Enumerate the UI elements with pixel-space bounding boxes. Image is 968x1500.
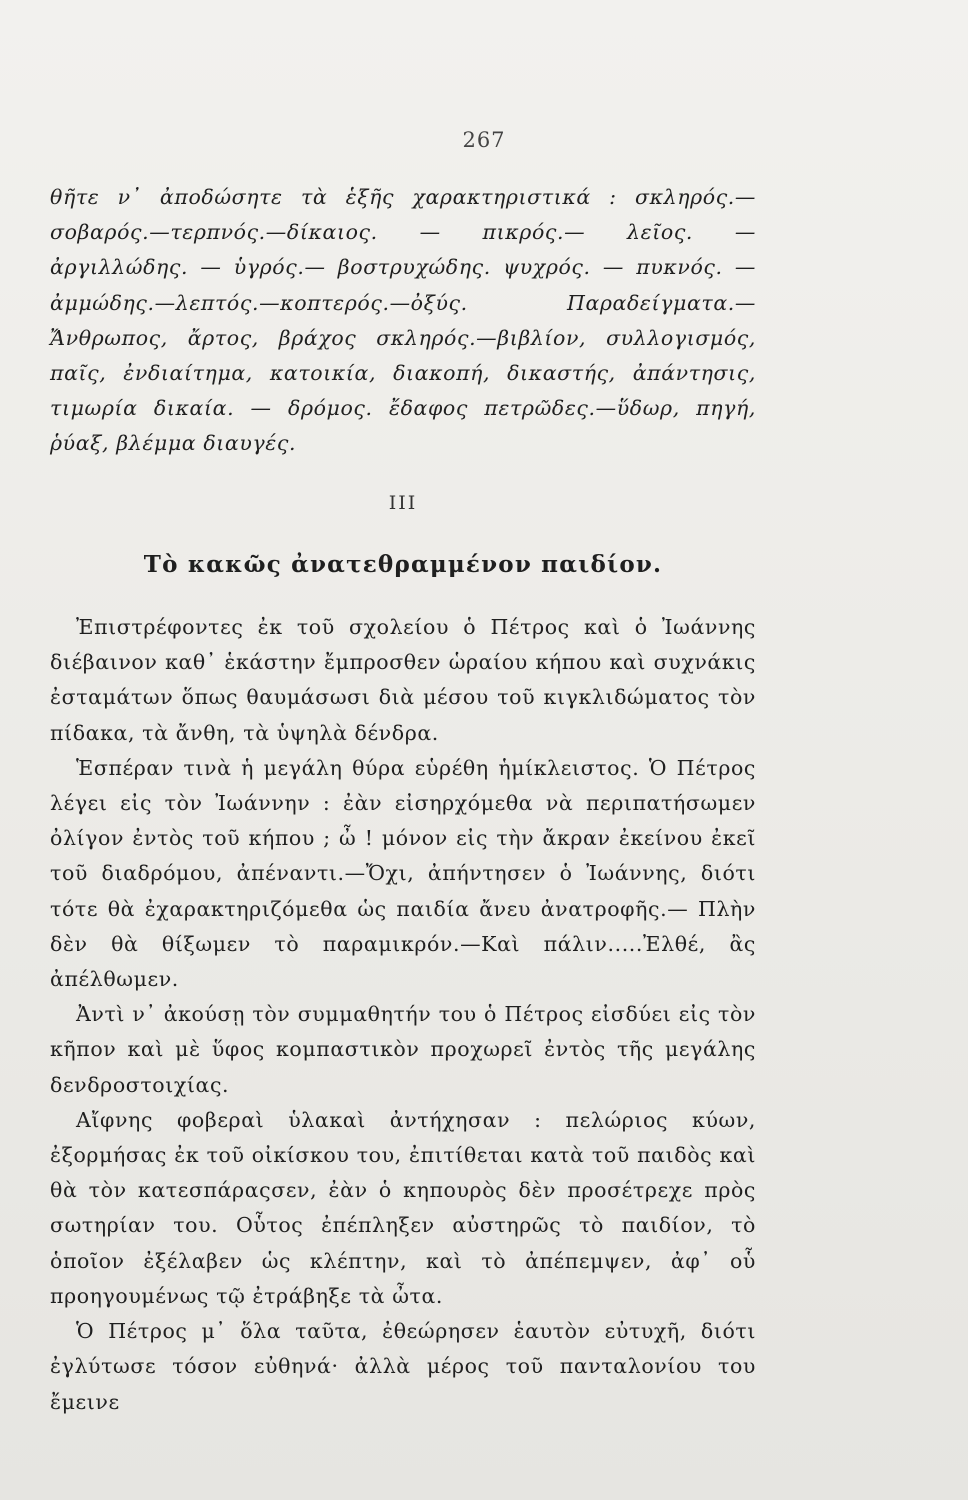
exercise-paragraph: θῆτε ν᾽ ἀποδώσητε τὰ ἑξῆς χαρακτηριστικά : σκληρός.—σοβαρός.—τερπνός.—δίκαιος. — πικρός.— λεῖος. — ἀργιλλώδης. — ὑγρός.— βοστρυχώδης. ψυχρός. — πυκνός. — ἀμμώδης.—λεπτός.—κοπτερός.—ὀξύς. Παραδείγματα.—Ἄνθρωπος, ἄρτος, βράχος σκληρός.—βιβλίον, συλλογισμός, παῖς, ἐνδιαίτημα, κατοικία, διακοπή, δικαστής, ἀπάντησις, τιμωρία δικαία. — δρόμος. ἔδαφος πετρῶδες.—ὕδωρ, πηγή, ῥύαξ, βλέμμα διαυγές.: [50, 185, 756, 456]
section-number: III: [388, 491, 418, 514]
story-paragraph-1: Ἐπιστρέφοντες ἐκ τοῦ σχολείου ὁ Πέτρος καὶ ὁ Ἰωάννης διέβαινον καθ᾽ ἑκάστην ἔμπροσθεν ὡραίου κήπου καὶ συχνάκις ἐσταμάτων ὅπως θαυμάσωσι διὰ μέσου τοῦ κιγκλιδώματος τὸν πίδακα, τὰ ἄνθη, τὰ ὑψηλὰ δένδρα.: [50, 615, 756, 745]
story-paragraph-5: Ὁ Πέτρος μ᾽ ὅλα ταῦτα, ἐθεώρησεν ἑαυτὸν εὐτυχῆ, διότι ἐγλύτωσε τόσον εὐθηνά· ἀλλὰ μέρος τοῦ πανταλονίου του ἔμεινε: [50, 1319, 756, 1414]
page-content: [50, 180, 756, 1420]
page-number: 267: [462, 128, 506, 152]
chapter-title: Τὸ κακῶς ἀνατεθραμμένον παιδίον.: [143, 550, 663, 578]
story-paragraph-2: Ἑσπέραν τινὰ ἡ μεγάλη θύρα εὑρέθη ἡμίκλειστος. Ὁ Πέτρος λέγει εἰς τὸν Ἰωάννην : ἐὰν εἰσηρχόμεθα νὰ περιπατήσωμεν ὀλίγον ἐντὸς τοῦ κήπου ; ὦ ! μόνον εἰς τὴν ἄκραν ἐκείνου ἐκεῖ τοῦ διαδρόμου, ἀπέναντι.—Ὄχι, ἀπήντησεν ὁ Ἰωάννης, διότι τότε θὰ ἐχαρακτηριζόμεθα ὡς παιδία ἄνευ ἀνατροφῆς.— Πλὴν δὲν θὰ θίξωμεν τὸ παραμικρόν.—Καὶ πάλιν.....Ἐλθέ, ἂς ἀπέλθωμεν.: [50, 755, 756, 992]
story-paragraph-4: Αἴφνης φοβεραὶ ὑλακαὶ ἀντήχησαν : πελώριος κύων, ἐξορμήσας ἐκ τοῦ οἰκίσκου του, ἐπιτίθεται κατὰ τοῦ παιδὸς καὶ θὰ τὸν κατεσπάραςσεν, ἐὰν ὁ κηπουρὸς δὲν προσέτρεχε πρὸς σωτηρίαν του. Οὗτος ἐπέπληξεν αὐστηρῶς τὸ παιδίον, τὸ ὁποῖον ἐξέλαβεν ὡς κλέπτην, καὶ τὸ ἀπέπεμψεν, ἀφ᾽ οὗ προηγουμένως τῷ ἐτράβηξε τὰ ὦτα.: [50, 1107, 756, 1308]
story-paragraph-3: Ἀντὶ ν᾽ ἀκούσῃ τὸν συμμαθητήν του ὁ Πέτρος εἰσδύει εἰς τὸν κῆπον καὶ μὲ ὕφος κομπαστικὸν προχωρεῖ ἐντὸς τῆς μεγάλης δενδροστοιχίας.: [50, 1002, 756, 1097]
